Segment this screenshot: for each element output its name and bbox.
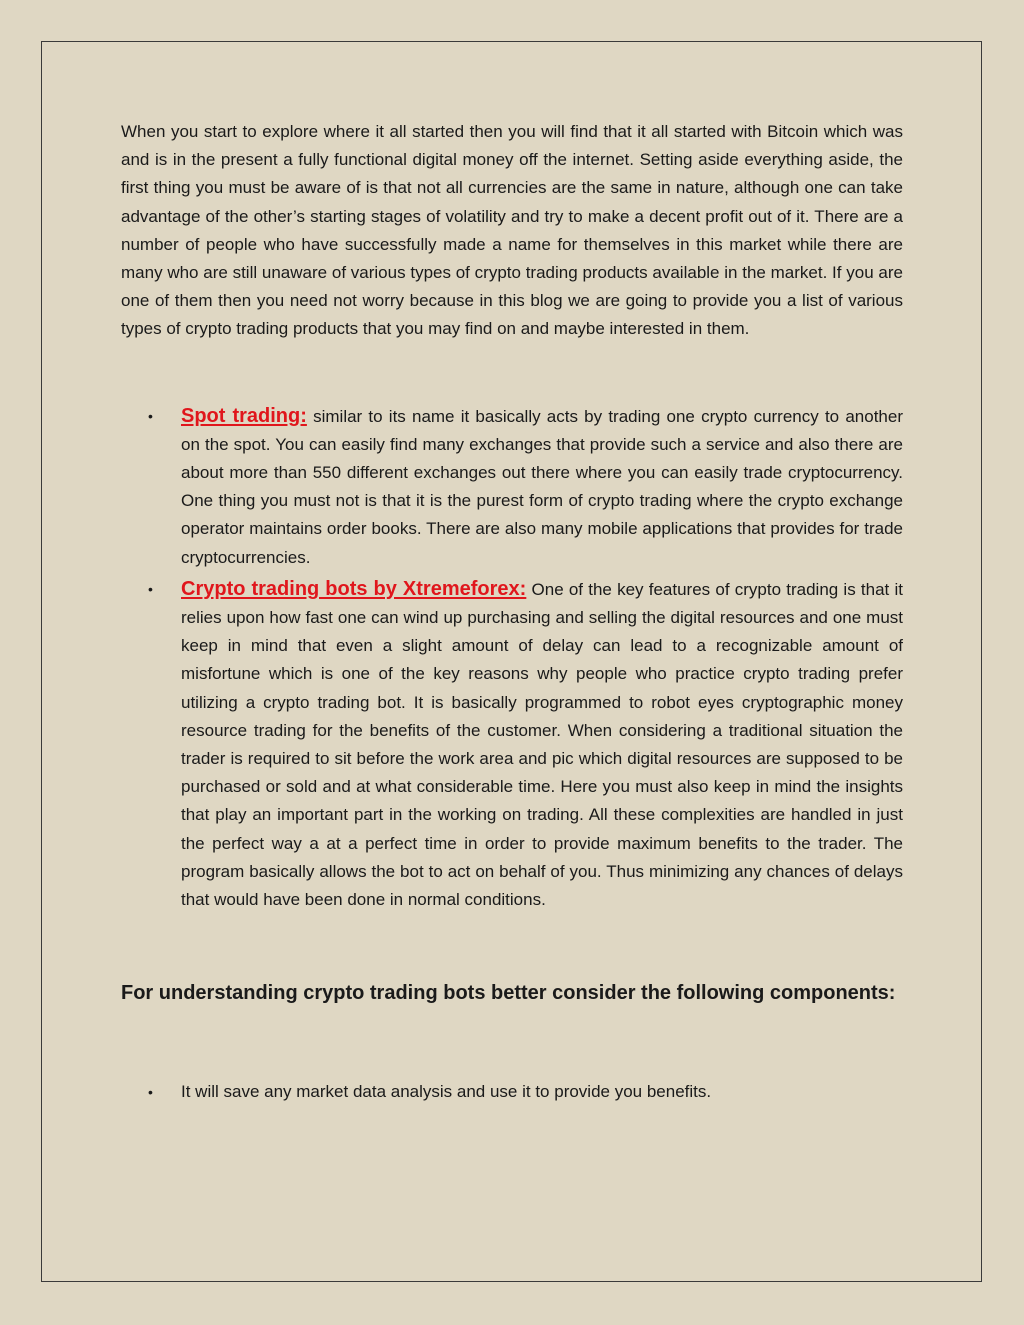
bullet-icon: • — [148, 407, 153, 424]
spot-trading-description: similar to its name it basically acts by trading one crypto currency to another on the spot. You can easily find many exchanges that provide such a service and also there are about more than 550 different exchanges out there where you can easily trade cryptocurrency. One thing you must not is that it is the purest form of crypto trading where the crypto exchange operator maintains order books. There are also many mobile applications that provides for trade cryptocurrencies. — [181, 406, 903, 567]
bullet-icon: • — [148, 580, 153, 597]
list-item-crypto-trading-bots — [121, 575, 903, 914]
list-item-component — [121, 1078, 903, 1106]
intro-paragraph: When you start to explore where it all started then you will find that it all started with Bitcoin which was and is in the present a fully functional digital money off the internet. Setting aside everything aside, the first thing you must be aware of is that not all currencies are the same in nature, although one can take advantage of the other’s starting stages of volatility and try to make a decent profit out of it. There are a number of people who have successfully made a name for themselves in this market while there are many who are still unaware of various types of crypto trading products available in the market. If you are one of them then you need not worry because in this blog we are going to provide you a list of various types of crypto trading products that you may find on and maybe interested in them. — [121, 122, 903, 339]
component-text: It will save any market data analysis and use it to provide you benefits. — [181, 1082, 712, 1102]
list-item-spot-trading — [121, 402, 903, 572]
components-list — [121, 1078, 903, 1106]
bullet-icon: • — [148, 1084, 153, 1101]
term-crypto-trading-bots: Crypto trading bots by Xtremeforex: — [181, 577, 527, 600]
trading-types-list — [121, 402, 903, 915]
section-heading: For understanding crypto trading bots better consider the following components: — [121, 982, 896, 1005]
crypto-trading-bots-description: One of the key features of crypto trading is that it relies upon how fast one can wind up purchasing and selling the digital resources and one must keep in mind that even a slight amount of delay can lead to a recognizable amount of misfortune which is one of the key reasons why people who practice crypto trading prefer utilizing a crypto trading bot. It is basically programmed to robot eyes cryptographic money resource trading for the benefits of the customer. When considering a traditional situation the trader is required to sit before the work area and pic which digital resources are supposed to be purchased or sold and at what considerable time. Here you must also keep in mind the insights that play an important part in the working on trading. All these complexities are handled in just the perfect way a at a perfect time in order to provide maximum benefits to the trader. The program basically allows the bot to act on behalf of you. Thus minimizing any chances of delays that would have been done in normal conditions. — [181, 579, 903, 910]
document-body — [121, 118, 903, 1106]
term-spot-trading: Spot trading: — [181, 404, 307, 427]
